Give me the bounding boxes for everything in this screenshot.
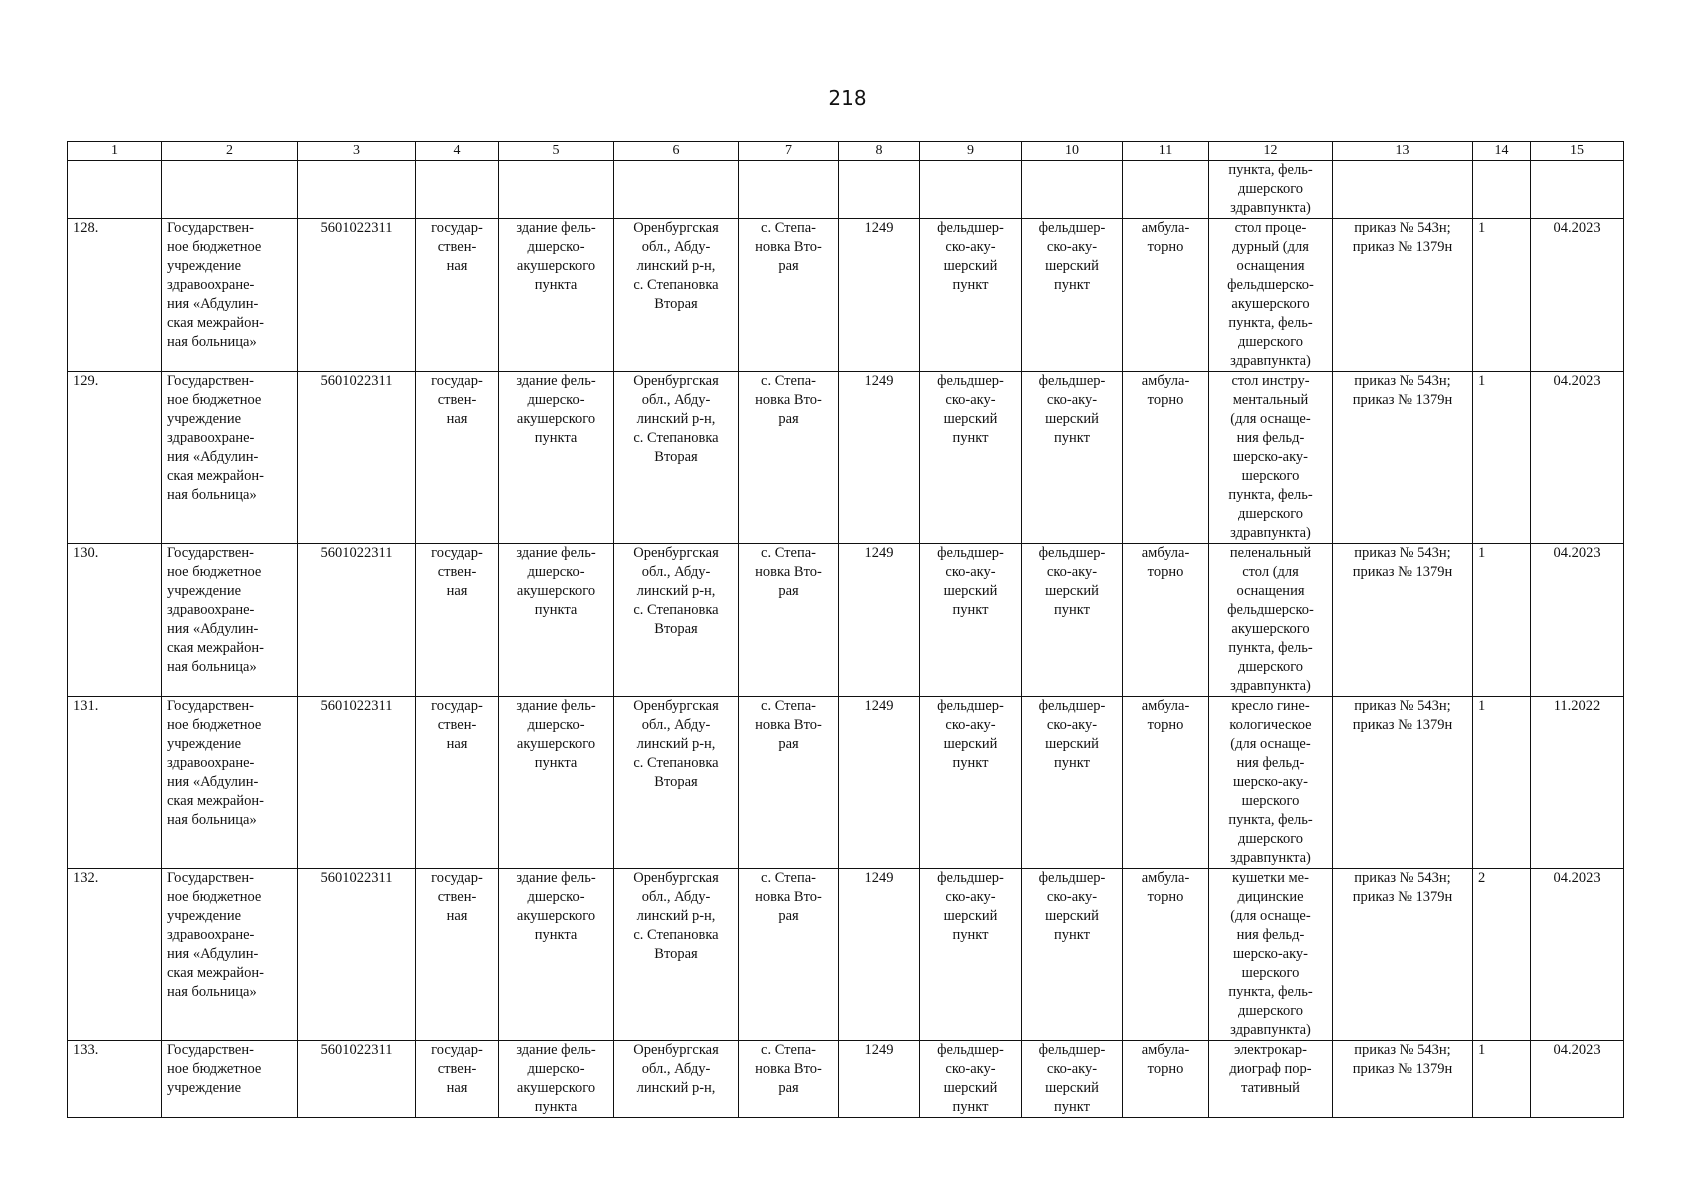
facility-type-cell: фельдшер- ско-аку- шерский пункт: [920, 1041, 1022, 1118]
empty-cell: [1531, 161, 1624, 219]
column-number: 6: [614, 142, 739, 161]
date-cell: 04.2023: [1531, 1041, 1624, 1118]
facility-type-cell: фельдшер- ско-аку- шерский пункт: [1022, 1041, 1123, 1118]
facility-type-cell: фельдшер- ско-аку- шерский пункт: [1022, 697, 1123, 869]
population-cell: 1249: [839, 697, 920, 869]
empty-cell: [68, 161, 162, 219]
row-number-cell: 130.: [68, 544, 162, 697]
empty-cell: [614, 161, 739, 219]
facility-type-cell: фельдшер- ско-аку- шерский пункт: [1022, 544, 1123, 697]
empty-cell: [1333, 161, 1473, 219]
quantity-cell: 1: [1473, 1041, 1531, 1118]
settlement-cell: с. Степа- новка Вто- рая: [739, 1041, 839, 1118]
column-number: 15: [1531, 142, 1624, 161]
settlement-cell: с. Степа- новка Вто- рая: [739, 372, 839, 544]
population-cell: 1249: [839, 544, 920, 697]
address-cell: Оренбургская обл., Абду- линский р-н, с. Степановка Вторая: [614, 372, 739, 544]
equipment-cell: электрокар- диограф пор- тативный: [1209, 1041, 1333, 1118]
building-cell: здание фель- дшерско- акушерского пункта: [499, 869, 614, 1041]
facility-type-cell: фельдшер- ско-аку- шерский пункт: [920, 219, 1022, 372]
continuation-row: [68, 161, 1624, 219]
inn-cell: 5601022311: [298, 1041, 416, 1118]
equipment-cell: кушетки ме- дицинские (для оснаще- ния фельд- шерско-аку- шерского пункта, фель- дшерского здравпункта): [1209, 869, 1333, 1041]
column-number: 1: [68, 142, 162, 161]
facility-type-cell: фельдшер- ско-аку- шерский пункт: [1022, 372, 1123, 544]
empty-cell: [1022, 161, 1123, 219]
order-cell: приказ № 543н; приказ № 1379н: [1333, 544, 1473, 697]
inn-cell: 5601022311: [298, 869, 416, 1041]
table-row: [68, 869, 1624, 1041]
order-cell: приказ № 543н; приказ № 1379н: [1333, 219, 1473, 372]
empty-cell: [416, 161, 499, 219]
row-number-cell: 133.: [68, 1041, 162, 1118]
building-cell: здание фель- дшерско- акушерского пункта: [499, 544, 614, 697]
settlement-cell: с. Степа- новка Вто- рая: [739, 697, 839, 869]
empty-cell: [298, 161, 416, 219]
facility-type-cell: фельдшер- ско-аку- шерский пункт: [920, 372, 1022, 544]
row-number-cell: 128.: [68, 219, 162, 372]
table-row: [68, 219, 1624, 372]
column-number: 12: [1209, 142, 1333, 161]
quantity-cell: 1: [1473, 697, 1531, 869]
column-number: 9: [920, 142, 1022, 161]
inn-cell: 5601022311: [298, 372, 416, 544]
empty-cell: [920, 161, 1022, 219]
facility-type-cell: фельдшер- ско-аку- шерский пункт: [920, 697, 1022, 869]
column-number: 2: [162, 142, 298, 161]
quantity-cell: 2: [1473, 869, 1531, 1041]
column-number: 8: [839, 142, 920, 161]
page-number: 218: [828, 86, 867, 110]
care-condition-cell: амбула- торно: [1123, 219, 1209, 372]
organization-cell: Государствен- ное бюджетное учреждение здравоохране- ния «Абдулин- ская межрайон- ная больница»: [162, 869, 298, 1041]
care-condition-cell: амбула- торно: [1123, 869, 1209, 1041]
population-cell: 1249: [839, 869, 920, 1041]
care-condition-cell: амбула- торно: [1123, 697, 1209, 869]
care-condition-cell: амбула- торно: [1123, 1041, 1209, 1118]
settlement-cell: с. Степа- новка Вто- рая: [739, 869, 839, 1041]
equipment-cell: стол инстру- ментальный (для оснаще- ния фельд- шерско-аку- шерского пункта, фель- дшерского здравпункта): [1209, 372, 1333, 544]
care-condition-cell: амбула- торно: [1123, 372, 1209, 544]
column-number: 4: [416, 142, 499, 161]
column-number: 3: [298, 142, 416, 161]
table-row: [68, 372, 1624, 544]
empty-cell: [1473, 161, 1531, 219]
address-cell: Оренбургская обл., Абду- линский р-н, с. Степановка Вторая: [614, 219, 739, 372]
date-cell: 04.2023: [1531, 372, 1624, 544]
table-row: [68, 1041, 1624, 1118]
organization-cell: Государствен- ное бюджетное учреждение: [162, 1041, 298, 1118]
quantity-cell: 1: [1473, 372, 1531, 544]
row-number-cell: 132.: [68, 869, 162, 1041]
organization-cell: Государствен- ное бюджетное учреждение здравоохране- ния «Абдулин- ская межрайон- ная больница»: [162, 219, 298, 372]
ownership-cell: государ- ствен- ная: [416, 544, 499, 697]
table-row: [68, 544, 1624, 697]
column-number: 11: [1123, 142, 1209, 161]
quantity-cell: 1: [1473, 219, 1531, 372]
organization-cell: Государствен- ное бюджетное учреждение здравоохране- ния «Абдулин- ская межрайон- ная больница»: [162, 697, 298, 869]
building-cell: здание фель- дшерско- акушерского пункта: [499, 219, 614, 372]
settlement-cell: с. Степа- новка Вто- рая: [739, 544, 839, 697]
column-number: 14: [1473, 142, 1531, 161]
column-number-row: [68, 142, 1624, 161]
equipment-cell: стол проце- дурный (для оснащения фельдшерско- акушерского пункта, фель- дшерского здравпункта): [1209, 219, 1333, 372]
inn-cell: 5601022311: [298, 219, 416, 372]
order-cell: приказ № 543н; приказ № 1379н: [1333, 869, 1473, 1041]
date-cell: 04.2023: [1531, 869, 1624, 1041]
ownership-cell: государ- ствен- ная: [416, 869, 499, 1041]
inn-cell: 5601022311: [298, 544, 416, 697]
address-cell: Оренбургская обл., Абду- линский р-н, с. Степановка Вторая: [614, 869, 739, 1041]
facility-type-cell: фельдшер- ско-аку- шерский пункт: [920, 544, 1022, 697]
address-cell: Оренбургская обл., Абду- линский р-н, с. Степановка Вторая: [614, 544, 739, 697]
building-cell: здание фель- дшерско- акушерского пункта: [499, 372, 614, 544]
building-cell: здание фель- дшерско- акушерского пункта: [499, 1041, 614, 1118]
order-cell: приказ № 543н; приказ № 1379н: [1333, 372, 1473, 544]
facility-type-cell: фельдшер- ско-аку- шерский пункт: [1022, 869, 1123, 1041]
empty-cell: [1123, 161, 1209, 219]
address-cell: Оренбургская обл., Абду- линский р-н, с. Степановка Вторая: [614, 697, 739, 869]
date-cell: 04.2023: [1531, 219, 1624, 372]
column-number: 7: [739, 142, 839, 161]
ownership-cell: государ- ствен- ная: [416, 1041, 499, 1118]
column-number: 13: [1333, 142, 1473, 161]
equipment-cell: пеленальный стол (для оснащения фельдшерско- акушерского пункта, фель- дшерского здравпункта): [1209, 544, 1333, 697]
population-cell: 1249: [839, 219, 920, 372]
inn-cell: 5601022311: [298, 697, 416, 869]
row-number-cell: 129.: [68, 372, 162, 544]
empty-cell: [162, 161, 298, 219]
empty-cell: [839, 161, 920, 219]
date-cell: 04.2023: [1531, 544, 1624, 697]
order-cell: приказ № 543н; приказ № 1379н: [1333, 1041, 1473, 1118]
column-number: 10: [1022, 142, 1123, 161]
facility-type-cell: фельдшер- ско-аку- шерский пункт: [1022, 219, 1123, 372]
ownership-cell: государ- ствен- ная: [416, 219, 499, 372]
settlement-cell: с. Степа- новка Вто- рая: [739, 219, 839, 372]
order-cell: приказ № 543н; приказ № 1379н: [1333, 697, 1473, 869]
row-number-cell: 131.: [68, 697, 162, 869]
empty-cell: [499, 161, 614, 219]
facility-type-cell: фельдшер- ско-аку- шерский пункт: [920, 869, 1022, 1041]
equipment-cell: пункта, фель- дшерского здравпункта): [1209, 161, 1333, 219]
column-number: 5: [499, 142, 614, 161]
care-condition-cell: амбула- торно: [1123, 544, 1209, 697]
equipment-cell: кресло гине- кологическое (для оснаще- ния фельд- шерско-аку- шерского пункта, фель- дшерского здравпункта): [1209, 697, 1333, 869]
building-cell: здание фель- дшерско- акушерского пункта: [499, 697, 614, 869]
date-cell: 11.2022: [1531, 697, 1624, 869]
address-cell: Оренбургская обл., Абду- линский р-н,: [614, 1041, 739, 1118]
ownership-cell: государ- ствен- ная: [416, 372, 499, 544]
population-cell: 1249: [839, 1041, 920, 1118]
registry-table: [67, 141, 1624, 1118]
organization-cell: Государствен- ное бюджетное учреждение здравоохране- ния «Абдулин- ская межрайон- ная больница»: [162, 372, 298, 544]
table-row: [68, 697, 1624, 869]
ownership-cell: государ- ствен- ная: [416, 697, 499, 869]
population-cell: 1249: [839, 372, 920, 544]
empty-cell: [739, 161, 839, 219]
organization-cell: Государствен- ное бюджетное учреждение здравоохране- ния «Абдулин- ская межрайон- ная больница»: [162, 544, 298, 697]
quantity-cell: 1: [1473, 544, 1531, 697]
